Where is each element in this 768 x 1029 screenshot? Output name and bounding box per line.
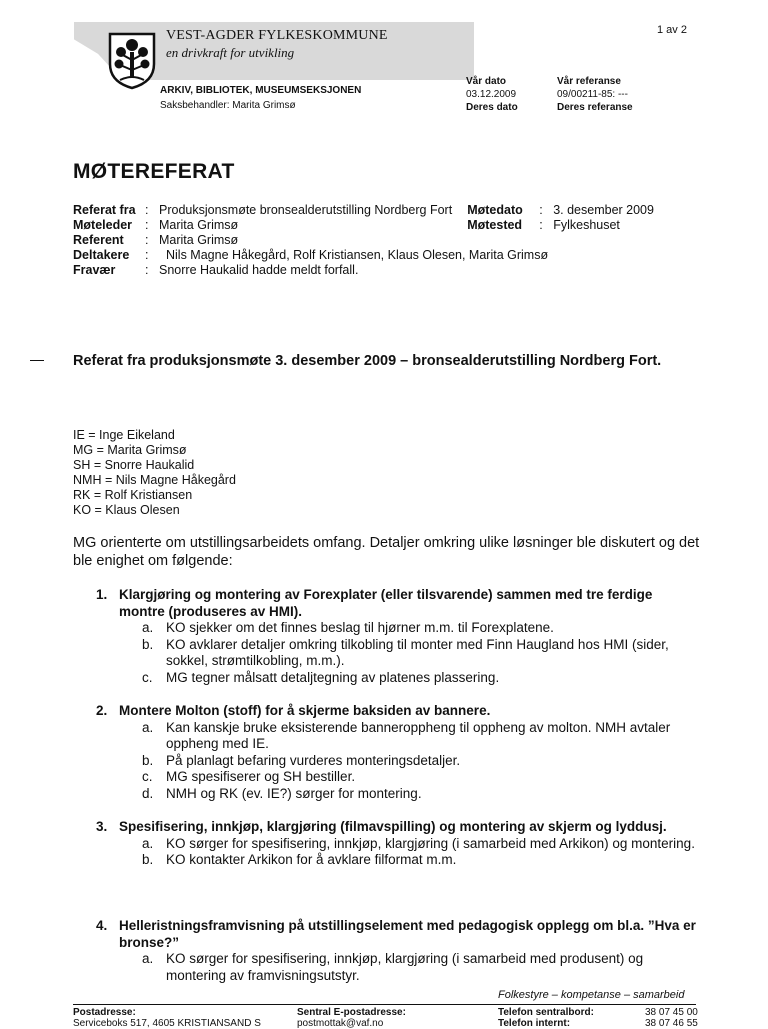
our-date-label: Vår dato <box>466 76 507 87</box>
agenda-subitem: KO sørger for spesifisering, innkjøp, klargjøring (i samarbeid med produsent) og montering av framvisningsutstyr. <box>166 951 644 983</box>
sentralbord-value: 38 07 45 00 <box>645 1007 698 1018</box>
abbreviation-item: IE = Inge Eikeland <box>73 428 175 442</box>
agenda-subitem: På planlagt befaring vurderes monteringsdetaljer. <box>166 752 461 768</box>
postadresse-label: Postadresse: <box>73 1007 136 1018</box>
abbreviation-list <box>73 428 236 518</box>
margin-mark <box>30 360 44 361</box>
internt-value: 38 07 46 55 <box>645 1018 698 1029</box>
referent-label: Referent <box>73 233 124 247</box>
sentralbord-label: Telefon sentralbord: <box>498 1007 594 1018</box>
agenda-item-1: 1. Klargjøring og montering av Forexplater (eller tilsvarende) sammen med tre ferdige montre (produseres av HMI). a. KO sjekker om det finnes beslag til hjørner m.m. til Forexplatene. b. KO avklarer detaljer omkring tilkobling til monter med Finn Haugland hos HMI (sider, sokkel, strømtilkobling, m.m.). c. MG tegner målsatt detaljtegning av platenes plassering. <box>96 587 696 686</box>
referat-fra-label: Referat fra <box>73 203 136 217</box>
motedato-label: Møtedato <box>467 203 523 217</box>
coat-of-arms-logo <box>106 30 158 90</box>
abbreviation-item: SH = Snorre Haukalid <box>73 458 195 472</box>
agenda-subitem: KO avklarer detaljer omkring tilkobling til monter med Finn Haugland hos HMI (sider, sokkel, strømtilkobling, m.m.). <box>166 636 669 668</box>
department-name: ARKIV, BIBLIOTEK, MUSEUMSEKSJONEN <box>160 85 362 96</box>
agenda-subitem: KO sørger for spesifisering, innkjøp, klargjøring (i samarbeid med Arkikon) og montering. <box>166 835 695 851</box>
intro-paragraph: MG orienterte om utstillingsarbeidets omfang. Detaljer omkring ulike løsninger ble diskutert og det ble enighet om følgende: <box>73 535 700 569</box>
deltakere-label: Deltakere <box>73 248 130 262</box>
their-ref-label: Deres referanse <box>557 102 633 113</box>
epost-label: Sentral E-postadresse: <box>297 1007 406 1018</box>
postadresse-value: Serviceboks 517, 4605 KRISTIANSAND S <box>73 1018 261 1029</box>
agenda-item-3: 3. Spesifisering, innkjøp, klargjøring (filmavspilling) og montering av skjerm og lyddusj. a. KO sørger for spesifisering, innkjøp, klargjøring (i samarbeid med Arkikon) og montering. b. KO kontakter Arkikon for å avklare filformat m.m. <box>96 819 695 867</box>
agenda-subitem: MG spesifiserer og SH bestiller. <box>166 769 356 784</box>
abbreviation-item: MG = Marita Grimsø <box>73 443 187 457</box>
moteleder-value: Marita Grimsø <box>159 218 239 232</box>
meeting-info: Referat fra : Produksjonsmøte bronsealderutstilling Nordberg Fort Møtedato : 3. desember 2009 Møteleder : Marita Grimsø Møtested : Fylkeshuset Referent : Marita Grimsø Deltakere : Nils Magne Håkegård, Rolf Kristiansen, Klaus Olesen, Marita Grimsø Fravær : Snorre Haukalid hadde meldt forfall. <box>73 203 654 277</box>
case-officer: Saksbehandler: Marita Grimsø <box>160 100 296 111</box>
our-ref: 09/00211-85: --- <box>557 89 628 100</box>
referat-fra-value: Produksjonsmøte bronsealderutstilling Nordberg Fort <box>159 203 453 217</box>
agenda-subitem: MG tegner målsatt detaljtegning av platenes plassering. <box>166 669 500 685</box>
agenda-subitem: KO kontakter Arkikon for å avklare filformat m.m. <box>166 852 457 867</box>
page-indicator: 1 av 2 <box>657 24 687 36</box>
agenda-item-title: Montere Molton (stoff) for å skjerme baksiden av bannere. <box>119 703 491 718</box>
organization-name: VEST-AGDER FYLKESKOMMUNE <box>166 28 388 43</box>
footer-divider <box>73 1004 696 1005</box>
agenda-subitem: KO sjekker om det finnes beslag til hjørner m.m. til Forexplatene. <box>166 620 554 635</box>
agenda-subitem: Kan kanskje bruke eksisterende banneroppheng til oppheng av molton. NMH avtaler oppheng med IE. <box>166 719 671 751</box>
abbreviation-item: RK = Rolf Kristiansen <box>73 488 193 502</box>
document-title: MØTEREFERAT <box>73 160 235 183</box>
fravaer-label: Fravær <box>73 263 116 277</box>
agenda-item-4: 4. Helleristningsframvisning på utstillingselement med pedagogisk opplegg om bl.a. ”Hva er bronse?” a. KO sørger for spesifisering, innkjøp, klargjøring (i samarbeid med produsent) og montering av framvisningsutstyr. <box>96 918 696 983</box>
agenda-subitem: NMH og RK (ev. IE?) sørger for montering. <box>166 785 422 801</box>
their-date-label: Deres dato <box>466 102 518 113</box>
internt-label: Telefon internt: <box>498 1018 571 1029</box>
fravaer-value: Snorre Haukalid hadde meldt forfall. <box>159 263 359 277</box>
deltakere-value: Nils Magne Håkegård, Rolf Kristiansen, Klaus Olesen, Marita Grimsø <box>166 248 549 262</box>
agenda-item-title: Helleristningsframvisning på utstillingselement med pedagogisk opplegg om bl.a. ”Hva er bronse?” <box>119 918 696 950</box>
moteleder-label: Møteleder <box>73 218 133 232</box>
epost-value: postmottak@vaf.no <box>297 1018 384 1029</box>
agenda-item-2: 2. Montere Molton (stoff) for å skjerme baksiden av bannere. a. Kan kanskje bruke eksisterende banneroppheng til oppheng av molton. NMH avtaler oppheng med IE. b. På planlagt befaring vurderes monteringsdetaljer. c. MG spesifiserer og SH bestiller. d. NMH og RK (ev. IE?) sørger for montering. <box>96 703 696 802</box>
agenda-item-title: Spesifisering, innkjøp, klargjøring (filmavspilling) og montering av skjerm og lyddusj. <box>119 819 667 834</box>
footer-motto: Folkestyre – kompetanse – samarbeid <box>498 989 685 1001</box>
motedato-value: 3. desember 2009 <box>553 203 654 217</box>
minutes-heading: Referat fra produksjonsmøte 3. desember 2009 – bronsealderutstilling Nordberg Fort. <box>73 353 662 369</box>
abbreviation-item: NMH = Nils Magne Håkegård <box>73 473 236 487</box>
our-date: 03.12.2009 <box>466 89 517 100</box>
referent-value: Marita Grimsø <box>159 233 239 247</box>
organization-tagline: en drivkraft for utvikling <box>166 45 295 60</box>
agenda-item-title: Klargjøring og montering av Forexplater (eller tilsvarende) sammen med tre ferdige montre (produseres av HMI). <box>119 587 653 619</box>
date-block <box>466 75 518 114</box>
reference-block <box>557 75 633 114</box>
our-ref-label: Vår referanse <box>557 76 621 87</box>
motested-value: Fylkeshuset <box>553 218 620 232</box>
abbreviation-item: KO = Klaus Olesen <box>73 503 180 517</box>
motested-label: Møtested <box>467 218 523 232</box>
